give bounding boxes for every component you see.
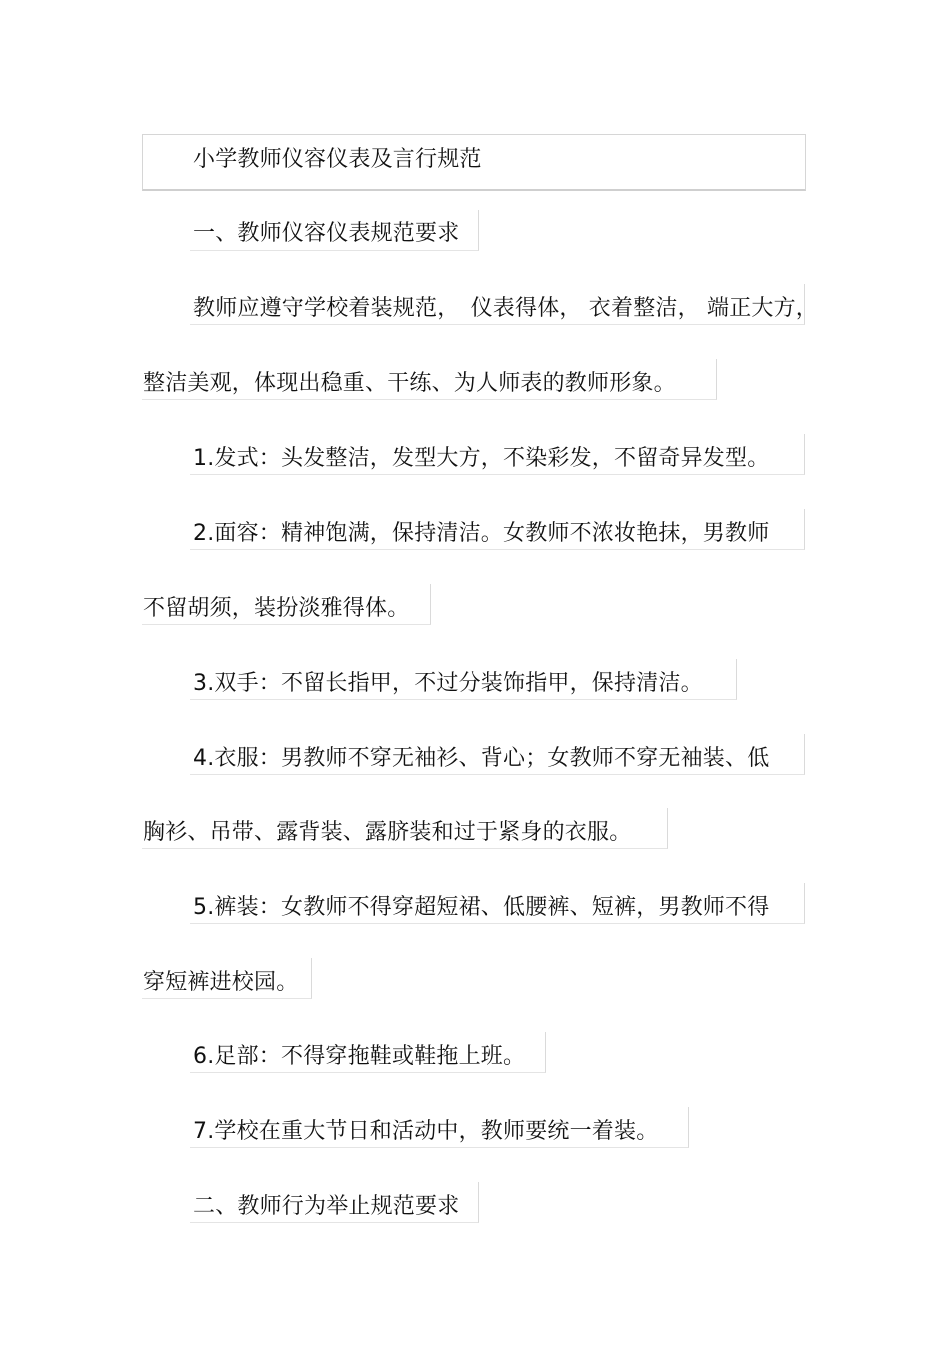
item-feet: 6.足部：不得穿拖鞋或鞋拖上班。	[193, 1044, 526, 1069]
item-trousers-line-2: 穿短裤进校园。	[143, 970, 299, 995]
section-heading-2: 二、教师行为举止规范要求	[193, 1194, 460, 1219]
item-face-line-2: 不留胡须，装扮淡雅得体。	[143, 596, 410, 621]
item-face-line-1: 2.面容：精神饱满，保持清洁。女教师不浓妆艳抹，男教师	[193, 521, 770, 546]
document-title: 小学教师仪容仪表及言行规范	[193, 147, 482, 172]
item-hair: 1.发式：头发整洁，发型大方，不染彩发，不留奇异发型。	[193, 446, 770, 471]
item-hands: 3.双手：不留长指甲，不过分装饰指甲，保持清洁。	[193, 671, 703, 696]
section-heading-1: 一、教师仪容仪表规范要求	[193, 221, 460, 246]
item-uniform: 7.学校在重大节日和活动中，教师要统一着装。	[193, 1119, 659, 1144]
item-trousers-line-1: 5.裤装：女教师不得穿超短裙、低腰裤、短裤，男教师不得	[193, 895, 770, 920]
item-clothes-line-1: 4.衣服：男教师不穿无袖衫、背心；女教师不穿无袖装、低	[193, 746, 770, 771]
intro-line-1: 教师应遵守学校着装规范， 仪表得体， 衣着整洁， 端正大方，	[193, 296, 818, 321]
item-clothes-line-2: 胸衫、吊带、露背装、露脐装和过于紧身的衣服。	[143, 820, 632, 845]
intro-line-2: 整洁美观，体现出稳重、干练、为人师表的教师形象。	[143, 371, 676, 396]
